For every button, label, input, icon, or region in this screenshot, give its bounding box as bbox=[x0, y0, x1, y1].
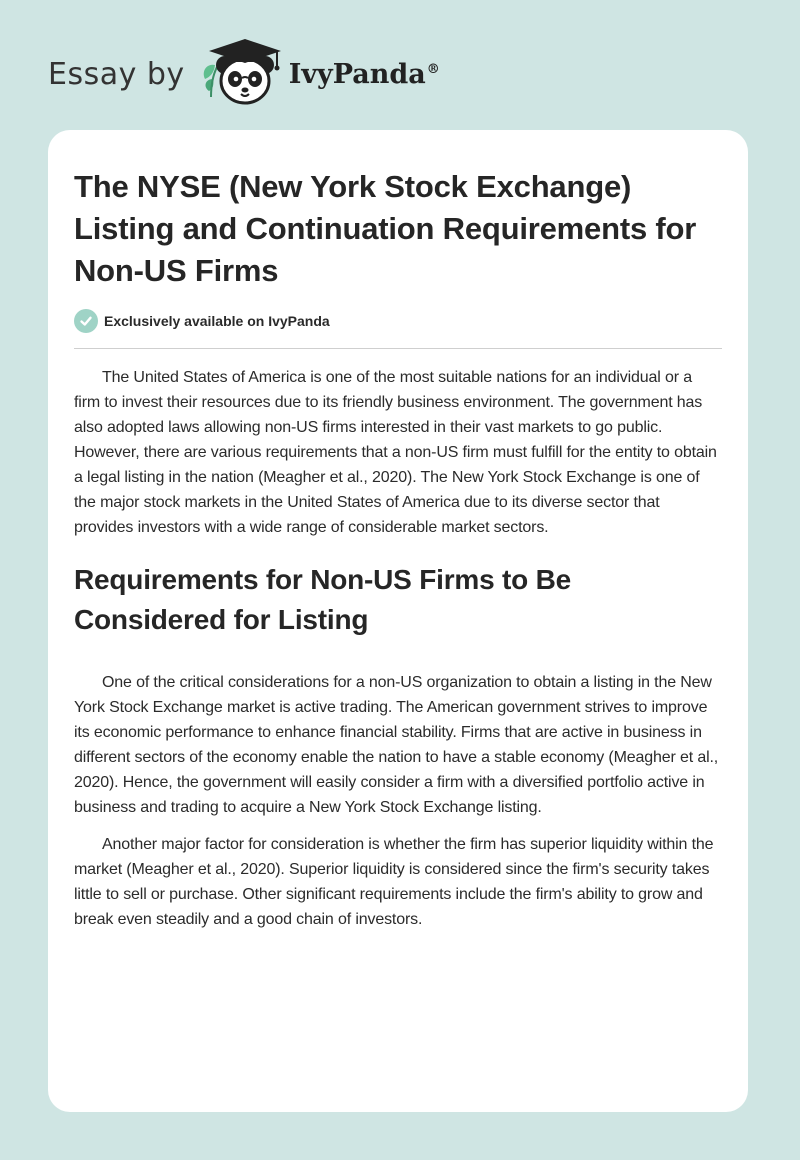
registered-mark: ® bbox=[426, 61, 440, 77]
brand-prefix: Essay by bbox=[48, 56, 185, 92]
check-circle-icon bbox=[74, 309, 98, 333]
article-title: The NYSE (New York Stock Exchange) Listing and Continuation Requirements for Non-US Firms bbox=[74, 169, 697, 288]
exclusive-label: Exclusively available on IvyPanda bbox=[104, 313, 330, 329]
brand-name: IvyPanda® bbox=[288, 58, 440, 90]
section-paragraph-1: One of the critical considerations for a non-US organization to obtain a listing in the New York Stock Exchange market is active trading. The American government strives to improve its economic performance to enhance financial stability. Firms that are active in business in different sectors of the economy enable the nation to have a stable economy (Meagher et al., 2020). Hence, the government will easily consider a firm with a diversified portfolio active in business and trading to acquire a New York Stock Exchange listing. bbox=[74, 674, 719, 816]
title-divider bbox=[74, 348, 722, 349]
article-card bbox=[48, 130, 748, 1112]
intro-paragraph: The United States of America is one of the most suitable nations for an individual or a firm to invest their resources due to its friendly business environment. The government has also adopted laws allowing non-US firms interested in their vast markets to go public. However, there are various requirements that a non-US firm must fulfill for the entity to obtain a legal listing in the nation (Meagher et al., 2020). The New York Stock Exchange is one of the major stock markets in the United States of America due to its diverse sector that provides investors with a wide range of considerable market sectors. bbox=[74, 369, 717, 536]
site-brand[interactable] bbox=[48, 34, 440, 114]
panda-graduate-icon bbox=[199, 35, 291, 113]
section-heading: Requirements for Non-US Firms to Be Considered for Listing bbox=[74, 564, 572, 635]
section-paragraph-2: Another major factor for consideration is whether the firm has superior liquidity within the market (Meagher et al., 2020). Superior liquidity is considered since the firm's security takes little to sell or purchase. Other significant requirements include the firm's ability to grow and break even steadily and a good chain of investors. bbox=[74, 836, 714, 928]
exclusive-badge bbox=[74, 308, 722, 334]
